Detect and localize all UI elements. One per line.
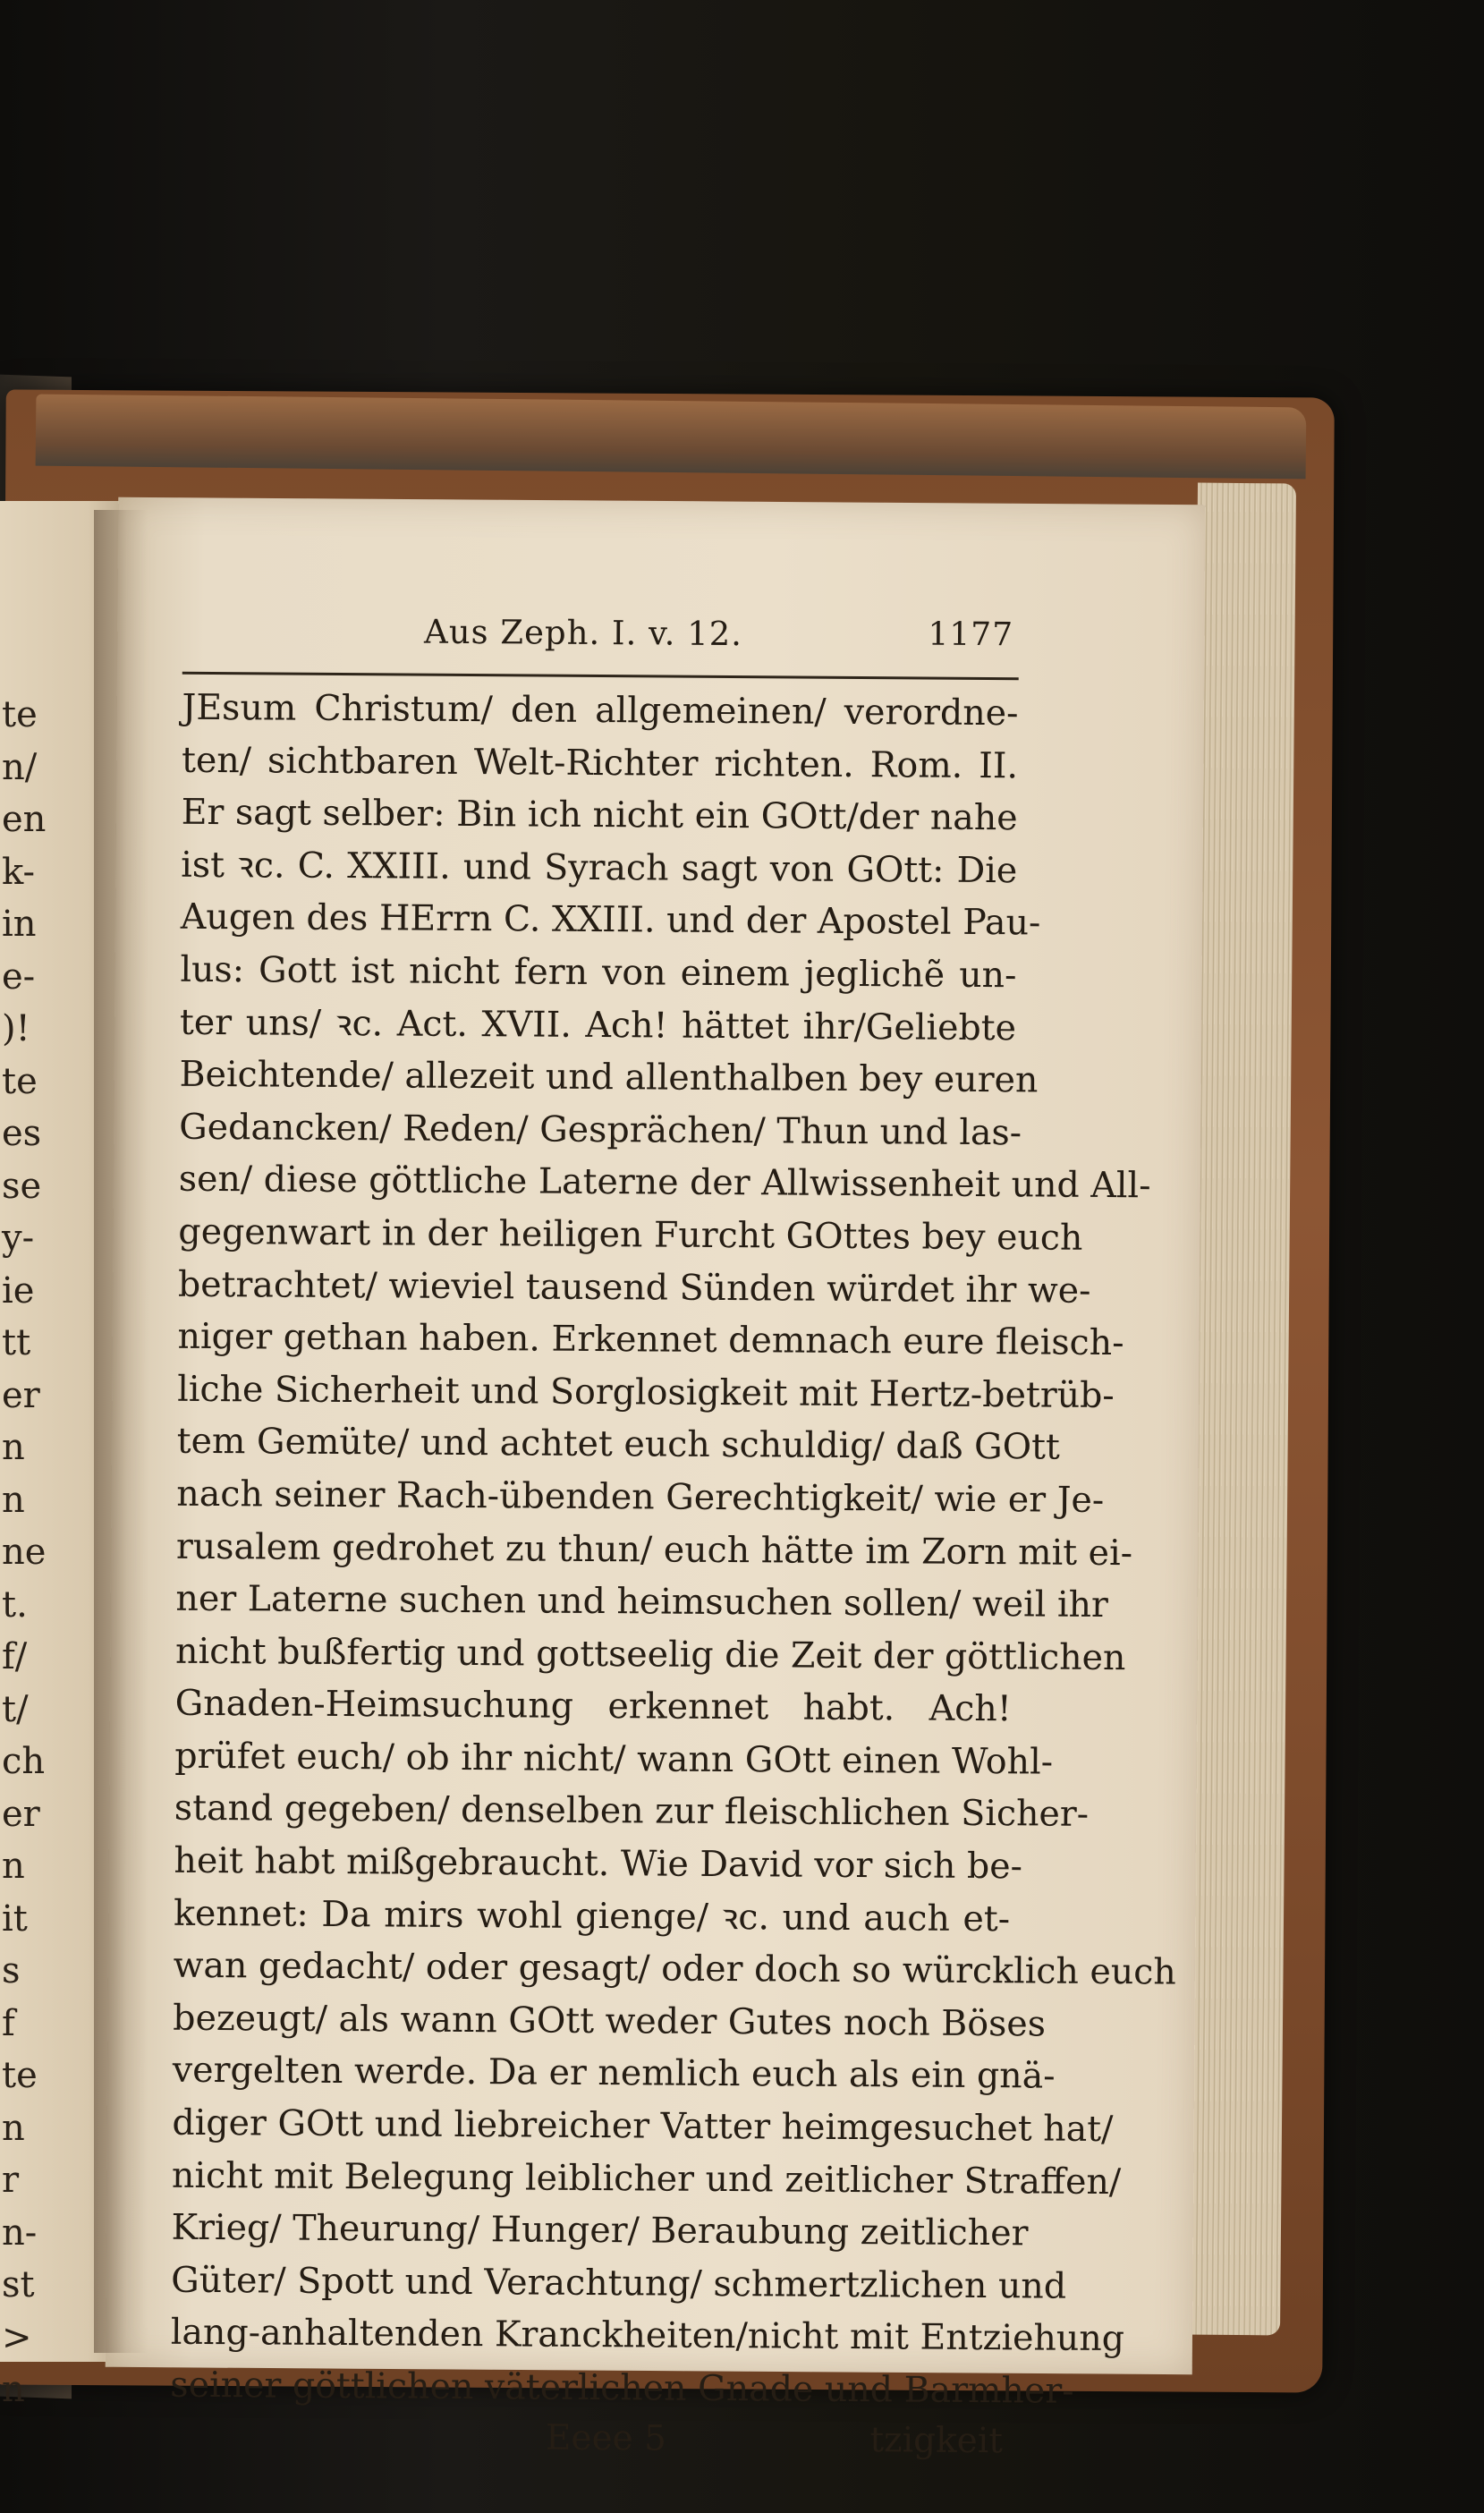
text-line: liche Sicherheit und Sorglosigkeit mit Hertz-betrüb-: [176, 1368, 1115, 1416]
text-line: lus: Gott ist nicht fern von einem jeglichẽ un-: [180, 948, 1017, 997]
text-line: sen/ diese göttliche Laterne der Allwissenheit und All-: [178, 1159, 1151, 1207]
text-line: Beichtende/ allezeit und allenthalben bey euren: [179, 1053, 1039, 1101]
text-line: kennet: Da mirs wohl gienge/ ꝛc. und auch et-: [173, 1892, 1011, 1940]
text-line: nach seiner Rach-übenden Gerechtigkeit/ wie er Je-: [176, 1473, 1105, 1521]
text-line: JEsum Christum/ den allgemeinen/ verordne-: [182, 686, 1019, 734]
text-line: bezeugt/ als wann GOtt weder Gutes noch Böses: [173, 1997, 1047, 2045]
text-line: Gnaden-Heimsuchung erkennet habt. Ach!: [174, 1683, 1012, 1730]
gutter-shadow: [94, 510, 148, 2353]
text-line: tem Gemüte/ und achtet euch schuldig/ daß GOtt: [176, 1421, 1060, 1468]
text-line: heit habt mißgebraucht. Wie David vor sich be-: [174, 1839, 1023, 1888]
text-line: ter uns/ ꝛc. Act. XVII. Ach! hättet ihr/Geliebte: [179, 1001, 1017, 1048]
header-rule: [182, 672, 1019, 681]
running-head: Aus Zeph. I. v. 12.: [423, 612, 743, 654]
signature-mark: Eeee 5: [545, 2417, 667, 2459]
left-page-text-fragments: te n/ en k- in e- )! te es se y- ie tt er n n ne t. f/ t/ ch er n it s f te n r n- st > n: [2, 694, 47, 2410]
text-line: ten/ sichtbaren Welt-Richter richten. Rom. II.: [181, 739, 1019, 786]
text-line: diger GOtt und liebreicher Vatter heimgesuchet hat/: [172, 2101, 1114, 2151]
catchword: tzigkeit: [869, 2419, 1004, 2461]
page-text-block: [170, 606, 1176, 2473]
page-number: 1177: [928, 616, 1014, 654]
text-line: ner Laterne suchen und heimsuchen sollen/ weil ihr: [175, 1577, 1109, 1626]
page-footer: [170, 2413, 1006, 2473]
text-line: Krieg/ Theurung/ Hunger/ Beraubung zeitlicher: [171, 2206, 1029, 2254]
text-line: seiner göttlichen väterlichen Gnade und Barmher-: [170, 2364, 1074, 2412]
text-line: niger gethan haben. Erkennet demnach eure fleisch-: [177, 1315, 1124, 1364]
text-line: betrachtet/ wieviel tausend Sünden würdet ihr we-: [177, 1263, 1091, 1312]
text-line: rusalem gedrohet zu thun/ euch hätte im Zorn mit ei-: [175, 1525, 1133, 1574]
text-line: nicht bußfertig und gottseelig die Zeit der göttlichen: [174, 1630, 1126, 1678]
cover-top-edge: [36, 395, 1307, 480]
page-header: [182, 606, 1019, 666]
body-text: [170, 682, 1176, 2417]
text-line: wan gedacht/ oder gesagt/ oder doch so würcklich euch: [173, 1944, 1176, 1993]
text-line: Augen des HErrn C. XXIII. und der Apostel Pau-: [180, 896, 1041, 944]
text-line: nicht mit Belegung leiblicher und zeitlicher Straffen/: [171, 2154, 1122, 2203]
text-line: Gedancken/ Reden/ Gesprächen/ Thun und las-: [179, 1106, 1022, 1154]
text-line: ist ꝛc. C. XXIII. und Syrach sagt von GOtt: Die: [181, 844, 1018, 892]
text-line: stand gegeben/ denselben zur fleischlichen Sicher-: [174, 1787, 1090, 1836]
text-line: prüfet euch/ ob ihr nicht/ wann GOtt einen Wohl-: [174, 1735, 1054, 1783]
text-line: gegenwart in der heiligen Furcht GOttes bey euch: [178, 1210, 1083, 1259]
text-line: Güter/ Spott und Verachtung/ schmertzlichen und: [171, 2259, 1067, 2307]
text-line: Er sagt selber: Bin ich nicht ein GOtt/der nahe: [181, 791, 1018, 839]
text-line: lang-anhaltenden Kranckheiten/nicht mit Entziehung: [170, 2312, 1125, 2360]
text-line: vergelten werde. Da er nemlich euch als ein gnä-: [172, 2050, 1056, 2098]
